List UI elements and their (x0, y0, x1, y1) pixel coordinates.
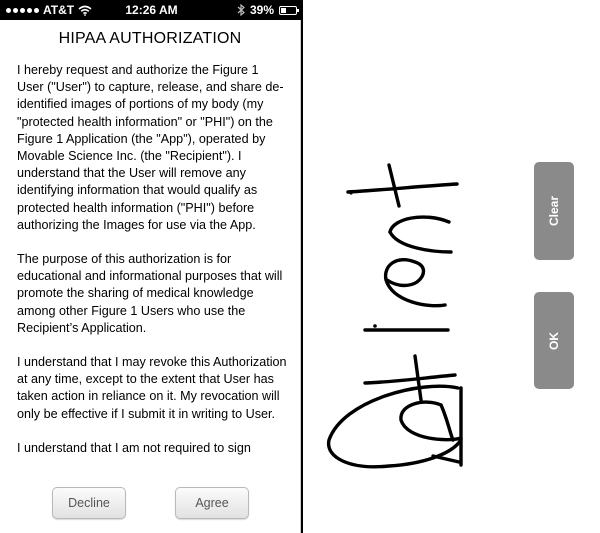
status-bar (0, 0, 303, 20)
clear-button[interactable] (534, 162, 574, 260)
authorization-sheet (0, 20, 301, 533)
handwritten-signature (303, 0, 533, 533)
paragraph: I understand that I am not required to sign (17, 440, 251, 455)
paragraph: I hereby request and authorize the Figure 1 User ("User") to capture, release, and share de-identified images of portions of my body (my "protected health information" or "PHI") on the Figure 1 Application (the "App"), operated by Movable Science Inc. (the "Recipient"). I understand that the User will remove any identifying information that would qualify as protected health information ("PHI") before authorizing the Images for use via the App. (17, 63, 284, 232)
agree-button[interactable]: Agree (175, 487, 249, 519)
page-title: HIPAA AUTHORIZATION (58, 30, 242, 47)
bluetooth-icon (237, 4, 245, 16)
carrier-label: AT&T (43, 3, 75, 17)
clear-label: Clear (547, 195, 561, 227)
battery-level (281, 8, 286, 13)
button-row (0, 484, 300, 524)
authorization-text[interactable] (17, 62, 287, 457)
paragraph: I understand that I may revoke this Authorization at any time, except to the extent that User has taken action in reliance on it. My revocation will only be effective if I submit it in writing to User. (17, 355, 287, 421)
status-time: 12:26 AM (125, 3, 178, 17)
status-right (237, 3, 297, 17)
ok-label: OK (547, 331, 561, 350)
battery-percent: 39% (249, 3, 274, 17)
paragraph: The purpose of this authorization is for educational and informational purposes that will promote the sharing of medical knowledge among other Figure 1 Users who use the Recipient’s Application. (17, 252, 283, 335)
signature-pad[interactable] (303, 0, 600, 533)
ok-button[interactable] (534, 292, 574, 389)
decline-button[interactable]: Decline (52, 487, 126, 519)
battery-icon (279, 6, 297, 15)
